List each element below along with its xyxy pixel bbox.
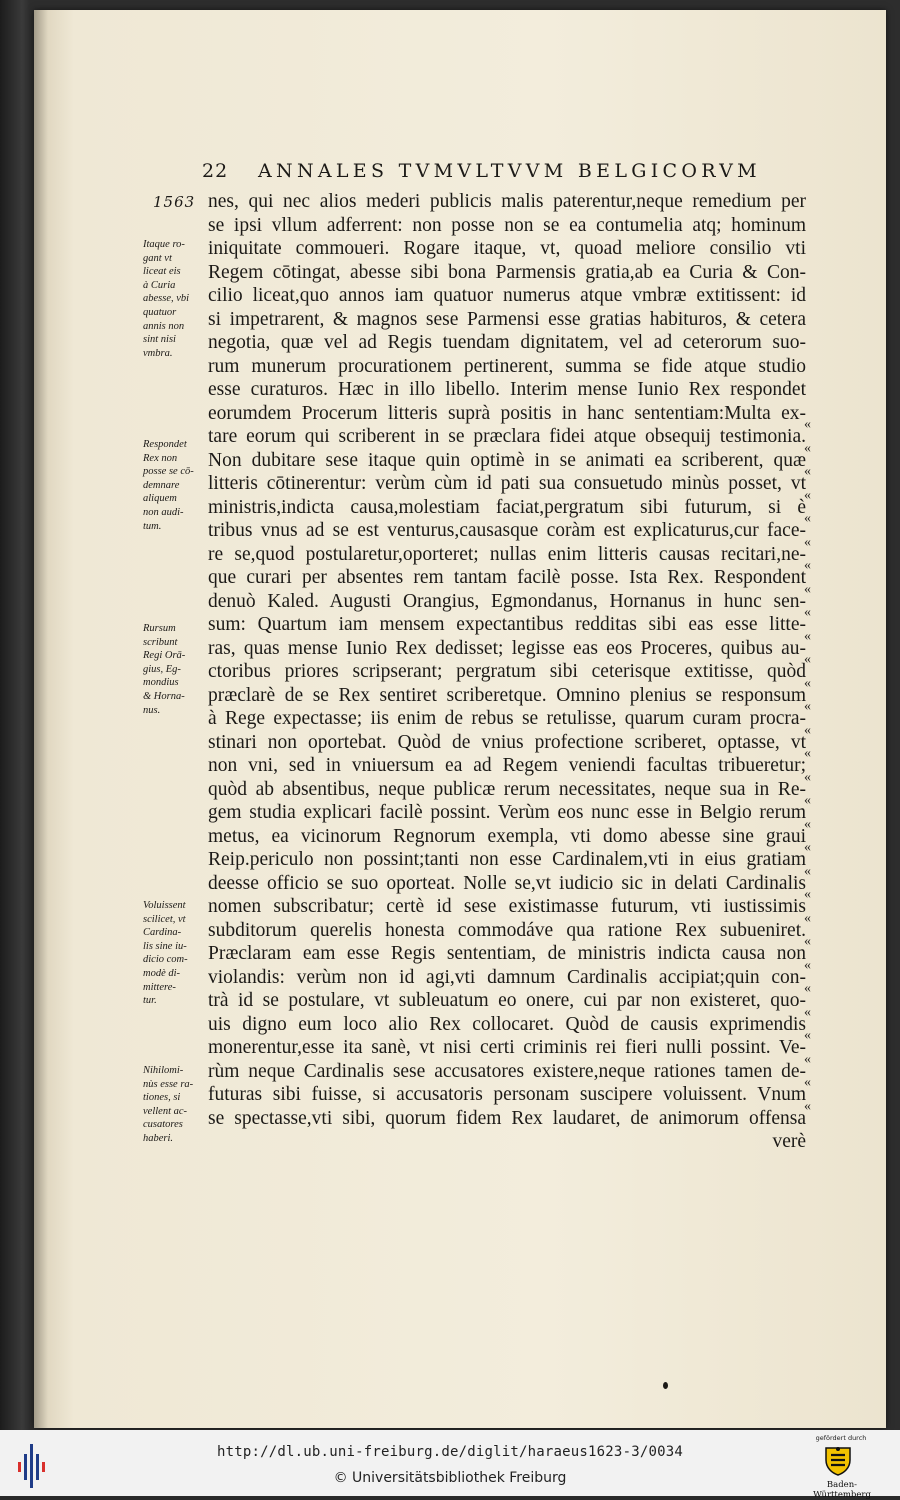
quote-mark: « — [804, 581, 811, 597]
margin-note — [143, 622, 205, 717]
printer-ornament — [663, 1382, 668, 1389]
text-line: se spectasse,vti sibi, quorum fidem Rex laudaret, de animorum offensa — [208, 1107, 806, 1129]
text-line: stinari non oportebat. Quòd de vnius profectione scriberet, optasse, vt — [208, 731, 806, 753]
text-line: denuò Kaled. Augusti Orangius, Egmondanus, Hornanus in hunc sen- — [208, 590, 806, 612]
margin-note-line: scilicet, vt — [143, 913, 186, 925]
text-line: monerentur,esse ita sanè, vt nisi certi criminis rei fieri nulli possint. Ve- — [208, 1037, 806, 1058]
quote-mark: « — [804, 722, 811, 738]
quote-mark: « — [804, 981, 811, 996]
margin-note-line: Respondet — [143, 439, 187, 450]
text-line: negotia, quæ vel ad Regis tuendam dignitatem, vel ad ceterorum suo- — [208, 332, 806, 353]
margin-note-line: Cardina- — [143, 927, 182, 939]
text-line: trà id se postulare, vt subleuatum eo onere, cui par non existeret, quo- — [208, 990, 806, 1011]
quote-mark: « — [804, 863, 811, 879]
text-line: tare eorum qui scriberent in se præclara fidei atque obsequij testimonia. — [208, 426, 806, 447]
text-line: metus, ea vicinorum Regnorum exempla, vti domo abesse sine graui — [208, 825, 806, 847]
margin-note-line: abesse, vbi — [143, 293, 190, 305]
sponsor-label: gefördert durch — [815, 1434, 867, 1442]
text-line: re se,quod postularetur,oporteret; nullas enim litteris causas recitari,ne- — [208, 543, 806, 565]
quote-mark: « — [804, 699, 811, 714]
running-head — [202, 160, 812, 190]
quote-mark: « — [804, 464, 811, 479]
margin-note-line: à Curia — [143, 279, 176, 291]
quote-marks — [804, 413, 811, 1118]
margin-note-line: mondius — [143, 677, 179, 689]
text-line: cilio liceat,quo annos iam quatuor numerus atque vmbræ extitissent: id — [208, 285, 806, 306]
quote-mark: « — [804, 511, 811, 526]
margin-note-line: tiones, si — [143, 1092, 181, 1104]
text-line: præclarè de se Rex sentiret scriberetque. Omnino plenius se responsum — [208, 684, 806, 706]
margin-note-line: haberi. — [143, 1132, 174, 1144]
text-line: esse curaturos. Hæc in illo libello. Interim mense Iunio Rex respondet — [208, 379, 806, 400]
margin-note-line: Rex non — [143, 452, 178, 464]
text-line: violandis: verùm non id agi,vti damnum Cardinalis accipiat;quin con- — [208, 966, 806, 988]
copyright-notice: © Universitätsbibliothek Freiburg — [333, 1470, 567, 1486]
quote-mark: « — [804, 534, 811, 550]
margin-note-line: posse se cō- — [143, 466, 194, 478]
margin-note-line: mittere- — [143, 981, 176, 993]
margin-note-line: lis sine iu- — [143, 940, 187, 952]
margin-note-line: annis non — [143, 320, 185, 332]
margin-note-line: demnare — [143, 479, 180, 491]
margin-note — [143, 438, 205, 533]
margin-note-line: modè di- — [143, 967, 181, 979]
text-line: deesse officio se suo oporteat. Nolle se,vt iudicio sic in delati Cardinalis — [208, 872, 806, 894]
margin-note — [143, 238, 205, 360]
margin-note-line: non audi- — [143, 506, 184, 518]
margin-note-line: Itaque ro- — [143, 239, 185, 250]
text-line: litteris cōtinerentur: verùm cùm id pati sua consuetudo minùs posset, vt — [208, 473, 806, 494]
coat-of-arms-icon — [822, 1446, 854, 1476]
viewer-footer — [0, 1430, 900, 1500]
text-line: tribus vnus ad se est venturus,causasque coràm est explicaturus,cur face- — [208, 520, 806, 541]
text-line: à Rege expectasse; iis enim de rebus se retulisse, quarum curam procra- — [208, 708, 806, 729]
quote-mark: « — [804, 1004, 811, 1020]
quote-mark: « — [804, 417, 811, 432]
body-text — [208, 190, 806, 1154]
text-line: se ipsi vllum adferrent: non posse non se ea contumelia atq; hominum — [208, 214, 806, 236]
text-line: rùm neque Cardinalis sese accusatores existere,neque rationes tamen de- — [208, 1060, 806, 1082]
quote-mark: « — [804, 816, 811, 832]
running-title: ANNALES TVMVLTVVM BELGICORVM — [258, 160, 761, 182]
margin-note-line: sint nisi — [143, 334, 176, 346]
text-line: sum: Quartum iam mensem expectantibus redditas sibi eas esse litte- — [208, 614, 806, 635]
quote-mark: « — [804, 910, 811, 926]
margin-note-line: nus. — [143, 704, 161, 716]
margin-note-line: cusatores — [143, 1119, 183, 1131]
permalink-url[interactable]: http://dl.ub.uni-freiburg.de/diglit/haraeus1623-3/0034 — [217, 1444, 683, 1460]
text-line: que curari per absentes rem tantam facilè posse. Ista Rex. Respondent — [208, 567, 806, 588]
margin-note-line: gant vt — [143, 252, 172, 264]
quote-mark: « — [804, 605, 811, 620]
margin-note-line: tur. — [143, 995, 157, 1007]
margin-note-line: Regi Orā- — [143, 650, 186, 662]
quote-mark: « — [804, 957, 811, 973]
margin-note-line: gius, Eg- — [143, 663, 181, 675]
text-line: uis digno eum loco alio Rex collocaret. Quòd de causis exprimendis — [208, 1013, 806, 1035]
text-line: rum munerum procurationem pertinerent, summa se fide atque studio — [208, 355, 806, 377]
quote-mark: « — [804, 793, 811, 808]
margin-note-line: tum. — [143, 520, 162, 532]
text-line: nomen subscribatur; certè id sese existimasse futurum, vti iustissimis — [208, 896, 806, 917]
margin-note — [143, 899, 205, 1008]
page-number: 22 — [202, 160, 229, 182]
quote-mark: « — [804, 934, 811, 949]
text-line: ras, quas mense Iunio Rex dedisset; legisse eas eos Proceres, quibus au- — [208, 637, 806, 659]
quote-mark: « — [804, 652, 811, 667]
margin-note-line: & Horna- — [143, 690, 185, 702]
margin-note-line: scribunt — [143, 636, 178, 648]
quote-mark: « — [804, 1028, 811, 1043]
text-line: quòd ab absentibus, neque publicæ rerum necessitates, neque sua in Re- — [208, 778, 806, 800]
quote-mark: « — [804, 887, 811, 902]
margin-note-line: liceat eis — [143, 266, 181, 278]
quote-mark: « — [804, 487, 811, 503]
margin-note-line: dicio com- — [143, 954, 188, 966]
quote-mark: « — [804, 1098, 811, 1114]
text-line: Reip.periculo non possint;tanti non esse Cardinalem,vti in eius gratiam — [208, 849, 806, 870]
text-line: non vni, sed in vniuersum ea ad Regem veniendi facultas tribueretur; — [208, 755, 806, 776]
margin-note-line: vellent ac- — [143, 1105, 188, 1117]
text-line: Non dubitare sese itaque quin optimè in se animati ea scriberent, quæ — [208, 449, 806, 471]
text-line: eorumdem Procerum litteris suprà positis in hanc sententiam:Multa ex- — [208, 402, 806, 424]
text-line: futuras sibi fuisse, si accusatoris personam suscipere voluissent. Vnum — [208, 1084, 806, 1105]
quote-mark: « — [804, 840, 811, 855]
text-line: Præclaram eam esse Regis sententiam, de ministris indicta causa non — [208, 943, 806, 964]
quote-mark: « — [804, 769, 811, 785]
quote-mark: « — [804, 1051, 811, 1067]
catchword: verè — [772, 1131, 806, 1152]
text-line: Regem cōtingat, abesse sibi bona Parmensis gratia,ab ea Curia & Con- — [208, 261, 806, 283]
text-line: nes, qui nec alios mederi publicis malis paterentur,neque remedium per — [208, 191, 806, 212]
text-line: ministris,indicta causa,molestiam faciat,pergratum sibi futurum, si è — [208, 496, 806, 518]
quote-mark: « — [804, 1075, 811, 1090]
margin-note-line: Rursum — [143, 623, 176, 634]
margin-note-line: Nihilomi- — [143, 1065, 184, 1076]
margin-note-line: vmbra. — [143, 347, 173, 359]
text-line: subditorum querelis honesta commodáve qua ratione Rex subueniret. — [208, 919, 806, 941]
margin-note-line: aliquem — [143, 493, 177, 505]
quote-mark: « — [804, 558, 811, 573]
text-line: si impetrarent, & magnos sese Parmensi esse gratias habituros, & cetera — [208, 308, 806, 330]
margin-note-line: quatuor — [143, 306, 177, 318]
sponsor-name: Baden-Württemberg — [813, 1480, 871, 1500]
quote-mark: « — [804, 440, 811, 456]
margin-note-line: nùs esse ra- — [143, 1078, 194, 1090]
quote-mark: « — [804, 628, 811, 644]
margin-note — [143, 1064, 205, 1146]
quote-mark: « — [804, 675, 811, 691]
margin-year: 1563 — [153, 193, 196, 211]
text-line: gem studia explicari facilè possint. Verùm eos nunc esse in Belgio rerum — [208, 802, 806, 823]
text-line: ctoribus priores scripserant; pergratum sibi ceterisque extitisse, quòd — [208, 661, 806, 682]
quote-mark: « — [804, 746, 811, 761]
text-line: iniquitate commoueri. Rogare itaque, vt, quoad meliore consilio vti — [208, 238, 806, 259]
margin-note-line: Voluissent — [143, 900, 186, 911]
